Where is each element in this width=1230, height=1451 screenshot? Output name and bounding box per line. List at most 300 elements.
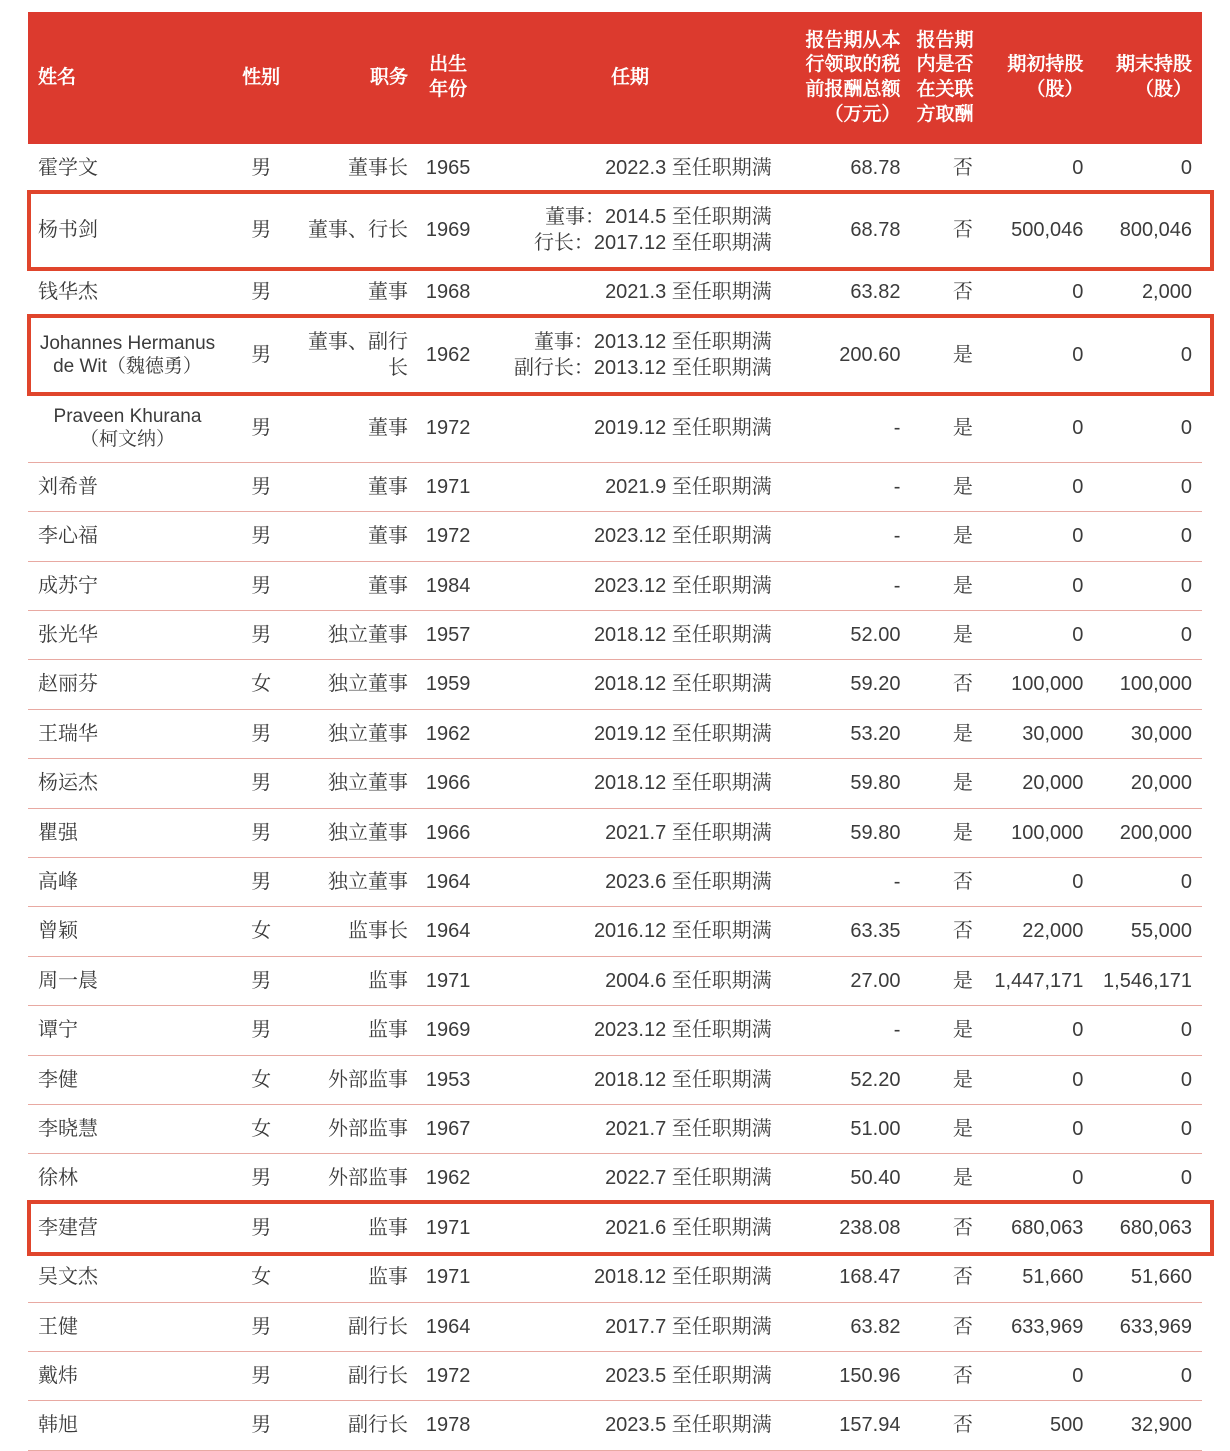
cell-related-party-pay: 是 bbox=[908, 1154, 980, 1203]
column-header-line: 前报酬总额 bbox=[805, 79, 901, 100]
cell-term bbox=[480, 1104, 780, 1153]
column-header-line: （股） bbox=[1134, 79, 1192, 100]
cell-title: 独立董事 bbox=[297, 611, 416, 660]
cell-name bbox=[28, 462, 225, 511]
table-row bbox=[28, 1055, 1202, 1104]
cell-related-party-pay: 是 bbox=[908, 611, 980, 660]
table-row bbox=[28, 858, 1202, 907]
cell-related-party-pay: 是 bbox=[908, 317, 980, 393]
cell-shares-end: 1,546,171 bbox=[1091, 956, 1202, 1005]
cell-shares-begin: 20,000 bbox=[981, 759, 1092, 808]
cell-name-line: 成苏宁 bbox=[38, 574, 98, 597]
cell-shares-begin: 0 bbox=[981, 317, 1092, 393]
cell-shares-begin: 680,063 bbox=[981, 1203, 1092, 1252]
cell-birth-year: 1964 bbox=[416, 858, 480, 907]
cell-birth-year: 1962 bbox=[416, 317, 480, 393]
cell-name bbox=[28, 561, 225, 610]
cell-name bbox=[28, 1253, 225, 1302]
cell-pretax-pay: 157.94 bbox=[780, 1401, 909, 1450]
cell-name bbox=[28, 1055, 225, 1104]
cell-name-line: 吴文杰 bbox=[38, 1266, 98, 1289]
cell-title: 外部监事 bbox=[297, 1104, 416, 1153]
cell-birth-year: 1964 bbox=[416, 907, 480, 956]
cell-pretax-pay: - bbox=[780, 393, 909, 462]
cell-related-party-pay: 否 bbox=[908, 1253, 980, 1302]
cell-shares-end: 800,046 bbox=[1091, 193, 1202, 268]
cell-term-line: 2019.12 至任职期满 bbox=[593, 722, 772, 745]
cell-term bbox=[480, 561, 780, 610]
cell-shares-end: 51,660 bbox=[1091, 1253, 1202, 1302]
cell-name-line: 赵丽芬 bbox=[38, 673, 98, 696]
cell-birth-year: 1962 bbox=[416, 709, 480, 758]
cell-term bbox=[480, 1253, 780, 1302]
cell-term bbox=[480, 1006, 780, 1055]
cell-gender: 男 bbox=[225, 611, 297, 660]
cell-gender: 男 bbox=[225, 144, 297, 193]
cell-term bbox=[480, 808, 780, 857]
cell-birth-year: 1972 bbox=[416, 512, 480, 561]
cell-shares-end: 0 bbox=[1091, 611, 1202, 660]
cell-birth-year: 1971 bbox=[416, 1203, 480, 1252]
cell-term-line: 2018.12 至任职期满 bbox=[593, 772, 772, 795]
cell-gender: 男 bbox=[225, 1006, 297, 1055]
cell-term-line: 2021.6 至任职期满 bbox=[605, 1216, 772, 1239]
cell-birth-year: 1971 bbox=[416, 956, 480, 1005]
cell-title: 独立董事 bbox=[297, 709, 416, 758]
cell-term bbox=[480, 956, 780, 1005]
table-row bbox=[28, 1351, 1202, 1400]
column-header-line: 期初持股 bbox=[1007, 54, 1084, 76]
cell-name-line: 李心福 bbox=[38, 525, 98, 548]
cell-birth-year: 1972 bbox=[416, 1351, 480, 1400]
cell-term-line: 2018.12 至任职期满 bbox=[593, 624, 772, 647]
cell-shares-begin: 0 bbox=[981, 268, 1092, 317]
cell-term bbox=[480, 1203, 780, 1252]
cell-pretax-pay: 51.00 bbox=[780, 1104, 909, 1153]
cell-related-party-pay: 是 bbox=[908, 759, 980, 808]
cell-shares-begin: 100,000 bbox=[981, 808, 1092, 857]
cell-title: 副行长 bbox=[297, 1351, 416, 1400]
cell-pretax-pay: 200.60 bbox=[780, 317, 909, 393]
cell-title: 外部监事 bbox=[297, 1154, 416, 1203]
cell-name-line: de Wit（魏德勇） bbox=[53, 356, 202, 378]
cell-birth-year: 1972 bbox=[416, 393, 480, 462]
cell-shares-end: 30,000 bbox=[1091, 709, 1202, 758]
cell-term bbox=[480, 393, 780, 462]
cell-gender: 男 bbox=[225, 561, 297, 610]
cell-pretax-pay: 59.80 bbox=[780, 759, 909, 808]
cell-gender: 男 bbox=[225, 317, 297, 393]
cell-pretax-pay: 63.82 bbox=[780, 1302, 909, 1351]
cell-name-line: 张光华 bbox=[38, 624, 98, 647]
cell-shares-end: 0 bbox=[1091, 144, 1202, 193]
column-header-line: 任期 bbox=[611, 66, 650, 88]
cell-pretax-pay: - bbox=[780, 462, 909, 511]
column-header-line: 期末持股 bbox=[1115, 54, 1192, 76]
cell-term-line: 2021.7 至任职期满 bbox=[605, 821, 772, 844]
cell-term-line: 2016.12 至任职期满 bbox=[593, 920, 772, 943]
cell-related-party-pay: 是 bbox=[908, 1055, 980, 1104]
header-row bbox=[28, 12, 1202, 144]
cell-shares-end: 32,900 bbox=[1091, 1401, 1202, 1450]
cell-related-party-pay: 是 bbox=[908, 808, 980, 857]
cell-related-party-pay: 是 bbox=[908, 956, 980, 1005]
cell-gender: 女 bbox=[225, 1253, 297, 1302]
cell-name-line: 曾颖 bbox=[38, 920, 78, 943]
cell-shares-begin: 500 bbox=[981, 1401, 1092, 1450]
cell-related-party-pay: 是 bbox=[908, 1104, 980, 1153]
cell-name-line: 谭宁 bbox=[38, 1019, 78, 1042]
cell-title: 董事 bbox=[297, 268, 416, 317]
cell-related-party-pay: 否 bbox=[908, 1203, 980, 1252]
cell-term-line: 2023.5 至任职期满 bbox=[605, 1364, 772, 1387]
cell-term-line: 董事：2013.12 至任职期满 bbox=[533, 331, 772, 354]
cell-shares-begin: 0 bbox=[981, 1055, 1092, 1104]
table-row bbox=[28, 1006, 1202, 1055]
cell-name-line: 韩旭 bbox=[38, 1414, 78, 1437]
cell-birth-year: 1966 bbox=[416, 808, 480, 857]
cell-title: 监事 bbox=[297, 1006, 416, 1055]
executive-compensation-table bbox=[28, 12, 1202, 1451]
cell-birth-year: 1962 bbox=[416, 1154, 480, 1203]
cell-related-party-pay: 是 bbox=[908, 512, 980, 561]
table-row bbox=[28, 1302, 1202, 1351]
cell-shares-begin: 51,660 bbox=[981, 1253, 1092, 1302]
cell-term-line: 2019.12 至任职期满 bbox=[593, 416, 772, 439]
cell-term bbox=[480, 462, 780, 511]
cell-term-line: 2018.12 至任职期满 bbox=[593, 673, 772, 696]
cell-pretax-pay: 52.00 bbox=[780, 611, 909, 660]
cell-shares-begin: 0 bbox=[981, 512, 1092, 561]
cell-pretax-pay: - bbox=[780, 512, 909, 561]
column-header-shares-begin bbox=[981, 12, 1092, 144]
cell-term-line: 2022.7 至任职期满 bbox=[605, 1167, 772, 1190]
cell-title: 监事长 bbox=[297, 907, 416, 956]
table-row bbox=[28, 759, 1202, 808]
table-row bbox=[28, 611, 1202, 660]
cell-gender: 男 bbox=[225, 709, 297, 758]
cell-related-party-pay: 否 bbox=[908, 1401, 980, 1450]
cell-birth-year: 1953 bbox=[416, 1055, 480, 1104]
cell-birth-year: 1957 bbox=[416, 611, 480, 660]
cell-term bbox=[480, 144, 780, 193]
cell-shares-end: 0 bbox=[1091, 393, 1202, 462]
cell-title: 独立董事 bbox=[297, 660, 416, 709]
cell-title: 董事 bbox=[297, 393, 416, 462]
cell-shares-end: 0 bbox=[1091, 561, 1202, 610]
cell-title: 董事长 bbox=[297, 144, 416, 193]
table-row bbox=[28, 193, 1202, 268]
cell-shares-begin: 1,447,171 bbox=[981, 956, 1092, 1005]
column-header-line: （万元） bbox=[824, 103, 901, 125]
column-header-line: 报告期从本 bbox=[805, 29, 901, 51]
cell-term-line: 2023.12 至任职期满 bbox=[593, 1019, 772, 1042]
cell-gender: 男 bbox=[225, 512, 297, 561]
cell-name-line: Praveen Khurana bbox=[53, 405, 202, 427]
table-row bbox=[28, 907, 1202, 956]
table-row bbox=[28, 1203, 1202, 1252]
cell-term-line: 2022.3 至任职期满 bbox=[605, 157, 772, 179]
cell-shares-begin: 22,000 bbox=[981, 907, 1092, 956]
cell-shares-end: 680,063 bbox=[1091, 1203, 1202, 1252]
column-header-related-party-pay bbox=[908, 12, 980, 144]
cell-shares-begin: 0 bbox=[981, 1351, 1092, 1400]
cell-pretax-pay: 59.80 bbox=[780, 808, 909, 857]
cell-shares-begin: 0 bbox=[981, 858, 1092, 907]
cell-term bbox=[480, 1154, 780, 1203]
cell-shares-end: 0 bbox=[1091, 1006, 1202, 1055]
cell-related-party-pay: 否 bbox=[908, 144, 980, 193]
table-row bbox=[28, 393, 1202, 462]
cell-name bbox=[28, 956, 225, 1005]
cell-term bbox=[480, 660, 780, 709]
cell-related-party-pay: 否 bbox=[908, 193, 980, 268]
cell-name-line: 杨运杰 bbox=[38, 772, 98, 795]
cell-related-party-pay: 是 bbox=[908, 393, 980, 462]
table-row bbox=[28, 462, 1202, 511]
cell-birth-year: 1968 bbox=[416, 268, 480, 317]
cell-gender: 男 bbox=[225, 1302, 297, 1351]
column-header-pretax-pay bbox=[780, 12, 909, 144]
cell-related-party-pay: 是 bbox=[908, 561, 980, 610]
cell-gender: 男 bbox=[225, 268, 297, 317]
cell-pretax-pay: 63.35 bbox=[780, 907, 909, 956]
cell-shares-begin: 633,969 bbox=[981, 1302, 1092, 1351]
cell-shares-end: 0 bbox=[1091, 1351, 1202, 1400]
cell-name bbox=[28, 858, 225, 907]
cell-name bbox=[28, 393, 225, 462]
cell-name-line: Johannes Hermanus bbox=[39, 333, 216, 354]
cell-name bbox=[28, 193, 225, 268]
cell-pretax-pay: 53.20 bbox=[780, 709, 909, 758]
cell-term bbox=[480, 193, 780, 268]
cell-related-party-pay: 否 bbox=[908, 907, 980, 956]
cell-name-line: 周一晨 bbox=[38, 969, 98, 992]
column-header-name bbox=[28, 12, 225, 144]
cell-related-party-pay: 否 bbox=[908, 1302, 980, 1351]
table-row bbox=[28, 808, 1202, 857]
cell-name bbox=[28, 1401, 225, 1450]
cell-term-line: 2021.7 至任职期满 bbox=[605, 1117, 772, 1140]
cell-name bbox=[28, 317, 225, 393]
cell-birth-year: 1964 bbox=[416, 1302, 480, 1351]
cell-gender: 男 bbox=[225, 956, 297, 1005]
cell-term bbox=[480, 1351, 780, 1400]
cell-title: 董事 bbox=[297, 561, 416, 610]
cell-name bbox=[28, 1203, 225, 1252]
cell-name-line: 王健 bbox=[38, 1315, 78, 1338]
cell-term-line: 2018.12 至任职期满 bbox=[593, 1266, 772, 1289]
cell-title: 副行长 bbox=[297, 1302, 416, 1351]
cell-title: 董事 bbox=[297, 512, 416, 561]
cell-pretax-pay: 63.82 bbox=[780, 268, 909, 317]
table-row bbox=[28, 268, 1202, 317]
table-row bbox=[28, 1154, 1202, 1203]
cell-term-line: 2004.6 至任职期满 bbox=[605, 969, 772, 992]
table-row bbox=[28, 1401, 1202, 1450]
cell-pretax-pay: - bbox=[780, 1006, 909, 1055]
cell-title: 副行长 bbox=[297, 1401, 416, 1450]
cell-pretax-pay: 68.78 bbox=[780, 144, 909, 193]
cell-name-line: 杨书剑 bbox=[38, 219, 98, 242]
cell-term-line: 行长：2017.12 至任职期满 bbox=[533, 232, 772, 255]
cell-shares-end: 0 bbox=[1091, 858, 1202, 907]
cell-term bbox=[480, 611, 780, 660]
cell-shares-end: 20,000 bbox=[1091, 759, 1202, 808]
cell-term bbox=[480, 268, 780, 317]
cell-related-party-pay: 否 bbox=[908, 660, 980, 709]
column-header-line: 性别 bbox=[242, 66, 281, 88]
cell-gender: 男 bbox=[225, 393, 297, 462]
cell-term-line: 2018.12 至任职期满 bbox=[593, 1068, 772, 1091]
cell-name bbox=[28, 1104, 225, 1153]
table-row bbox=[28, 1104, 1202, 1153]
cell-name bbox=[28, 611, 225, 660]
cell-name-line: 钱华杰 bbox=[38, 281, 98, 304]
cell-shares-end: 200,000 bbox=[1091, 808, 1202, 857]
column-header-line: 内是否 bbox=[916, 54, 974, 76]
cell-term-line: 副行长：2013.12 至任职期满 bbox=[513, 357, 772, 380]
table-row bbox=[28, 709, 1202, 758]
column-header-shares-end bbox=[1091, 12, 1202, 144]
cell-gender: 男 bbox=[225, 1401, 297, 1450]
cell-name-line: 李健 bbox=[38, 1068, 78, 1091]
cell-gender: 女 bbox=[225, 1104, 297, 1153]
cell-term bbox=[480, 317, 780, 393]
cell-name-line: 李建营 bbox=[38, 1216, 98, 1239]
cell-term bbox=[480, 1055, 780, 1104]
cell-term bbox=[480, 1401, 780, 1450]
cell-title: 监事 bbox=[297, 956, 416, 1005]
table-header bbox=[28, 12, 1202, 144]
cell-shares-begin: 0 bbox=[981, 393, 1092, 462]
cell-shares-begin: 0 bbox=[981, 561, 1092, 610]
cell-term-line: 2023.12 至任职期满 bbox=[593, 525, 772, 548]
cell-related-party-pay: 是 bbox=[908, 1006, 980, 1055]
cell-title: 独立董事 bbox=[297, 759, 416, 808]
cell-title: 独立董事 bbox=[297, 858, 416, 907]
cell-pretax-pay: - bbox=[780, 858, 909, 907]
cell-title: 董事 bbox=[297, 462, 416, 511]
cell-title: 外部监事 bbox=[297, 1055, 416, 1104]
cell-birth-year: 1959 bbox=[416, 660, 480, 709]
table-row bbox=[28, 660, 1202, 709]
cell-name bbox=[28, 660, 225, 709]
cell-shares-begin: 0 bbox=[981, 1154, 1092, 1203]
cell-name bbox=[28, 1302, 225, 1351]
column-header-line: 报告期 bbox=[916, 29, 974, 51]
cell-shares-begin: 0 bbox=[981, 462, 1092, 511]
cell-term-line: 2017.7 至任职期满 bbox=[605, 1315, 772, 1338]
cell-name-line: 王瑞华 bbox=[38, 722, 98, 745]
cell-birth-year: 1971 bbox=[416, 462, 480, 511]
cell-related-party-pay: 否 bbox=[908, 268, 980, 317]
cell-term-line: 2021.9 至任职期满 bbox=[605, 475, 772, 498]
cell-birth-year: 1967 bbox=[416, 1104, 480, 1153]
cell-shares-begin: 100,000 bbox=[981, 660, 1092, 709]
column-header-line: 出生 bbox=[429, 54, 468, 76]
cell-birth-year: 1965 bbox=[416, 144, 480, 193]
cell-birth-year: 1984 bbox=[416, 561, 480, 610]
cell-term bbox=[480, 1302, 780, 1351]
column-header-birth-year bbox=[416, 12, 480, 144]
cell-gender: 男 bbox=[225, 808, 297, 857]
cell-related-party-pay: 是 bbox=[908, 709, 980, 758]
cell-name-line: 刘希普 bbox=[38, 475, 98, 498]
cell-term-line: 2023.6 至任职期满 bbox=[605, 871, 772, 894]
cell-name bbox=[28, 1154, 225, 1203]
cell-term-line: 董事：2014.5 至任职期满 bbox=[545, 206, 772, 229]
cell-term-line: 2023.5 至任职期满 bbox=[605, 1414, 772, 1437]
column-header-line: 姓名 bbox=[38, 66, 77, 88]
cell-shares-begin: 30,000 bbox=[981, 709, 1092, 758]
cell-pretax-pay: 168.47 bbox=[780, 1253, 909, 1302]
cell-shares-end: 2,000 bbox=[1091, 268, 1202, 317]
cell-name bbox=[28, 759, 225, 808]
cell-birth-year: 1969 bbox=[416, 193, 480, 268]
cell-gender: 男 bbox=[225, 1203, 297, 1252]
cell-shares-end: 100,000 bbox=[1091, 660, 1202, 709]
cell-gender: 男 bbox=[225, 193, 297, 268]
table-row bbox=[28, 512, 1202, 561]
cell-pretax-pay: 52.20 bbox=[780, 1055, 909, 1104]
column-header-line: 职务 bbox=[369, 66, 408, 88]
cell-related-party-pay: 否 bbox=[908, 1351, 980, 1400]
cell-name bbox=[28, 268, 225, 317]
cell-shares-end: 0 bbox=[1091, 317, 1202, 393]
cell-shares-end: 633,969 bbox=[1091, 1302, 1202, 1351]
cell-pretax-pay: 238.08 bbox=[780, 1203, 909, 1252]
table-row bbox=[28, 956, 1202, 1005]
cell-shares-end: 0 bbox=[1091, 512, 1202, 561]
column-header-line: 年份 bbox=[429, 79, 468, 100]
cell-name bbox=[28, 907, 225, 956]
cell-name-line: 徐林 bbox=[38, 1167, 78, 1190]
cell-pretax-pay: 27.00 bbox=[780, 956, 909, 1005]
column-header-gender bbox=[225, 12, 297, 144]
cell-name-line: 霍学文 bbox=[38, 157, 98, 179]
cell-shares-end: 0 bbox=[1091, 1104, 1202, 1153]
cell-title: 监事 bbox=[297, 1203, 416, 1252]
cell-name-line: 瞿强 bbox=[38, 821, 78, 844]
cell-shares-begin: 0 bbox=[981, 1006, 1092, 1055]
column-header-line: 在关联 bbox=[916, 79, 974, 100]
cell-name bbox=[28, 144, 225, 193]
cell-pretax-pay: - bbox=[780, 561, 909, 610]
cell-term bbox=[480, 709, 780, 758]
cell-gender: 男 bbox=[225, 1351, 297, 1400]
cell-gender: 男 bbox=[225, 1154, 297, 1203]
cell-term-line: 2023.12 至任职期满 bbox=[593, 574, 772, 597]
cell-term bbox=[480, 759, 780, 808]
cell-birth-year: 1969 bbox=[416, 1006, 480, 1055]
cell-term-line: 2021.3 至任职期满 bbox=[605, 281, 772, 304]
cell-shares-begin: 0 bbox=[981, 144, 1092, 193]
cell-name bbox=[28, 512, 225, 561]
cell-gender: 男 bbox=[225, 759, 297, 808]
cell-shares-begin: 500,046 bbox=[981, 193, 1092, 268]
cell-title: 监事 bbox=[297, 1253, 416, 1302]
cell-pretax-pay: 68.78 bbox=[780, 193, 909, 268]
cell-title: 董事、副行长 bbox=[297, 317, 416, 393]
column-header-line: 方取酬 bbox=[916, 103, 974, 125]
cell-shares-begin: 0 bbox=[981, 611, 1092, 660]
cell-gender: 女 bbox=[225, 907, 297, 956]
cell-title: 独立董事 bbox=[297, 808, 416, 857]
cell-gender: 女 bbox=[225, 660, 297, 709]
table-row bbox=[28, 144, 1202, 193]
cell-gender: 女 bbox=[225, 1055, 297, 1104]
